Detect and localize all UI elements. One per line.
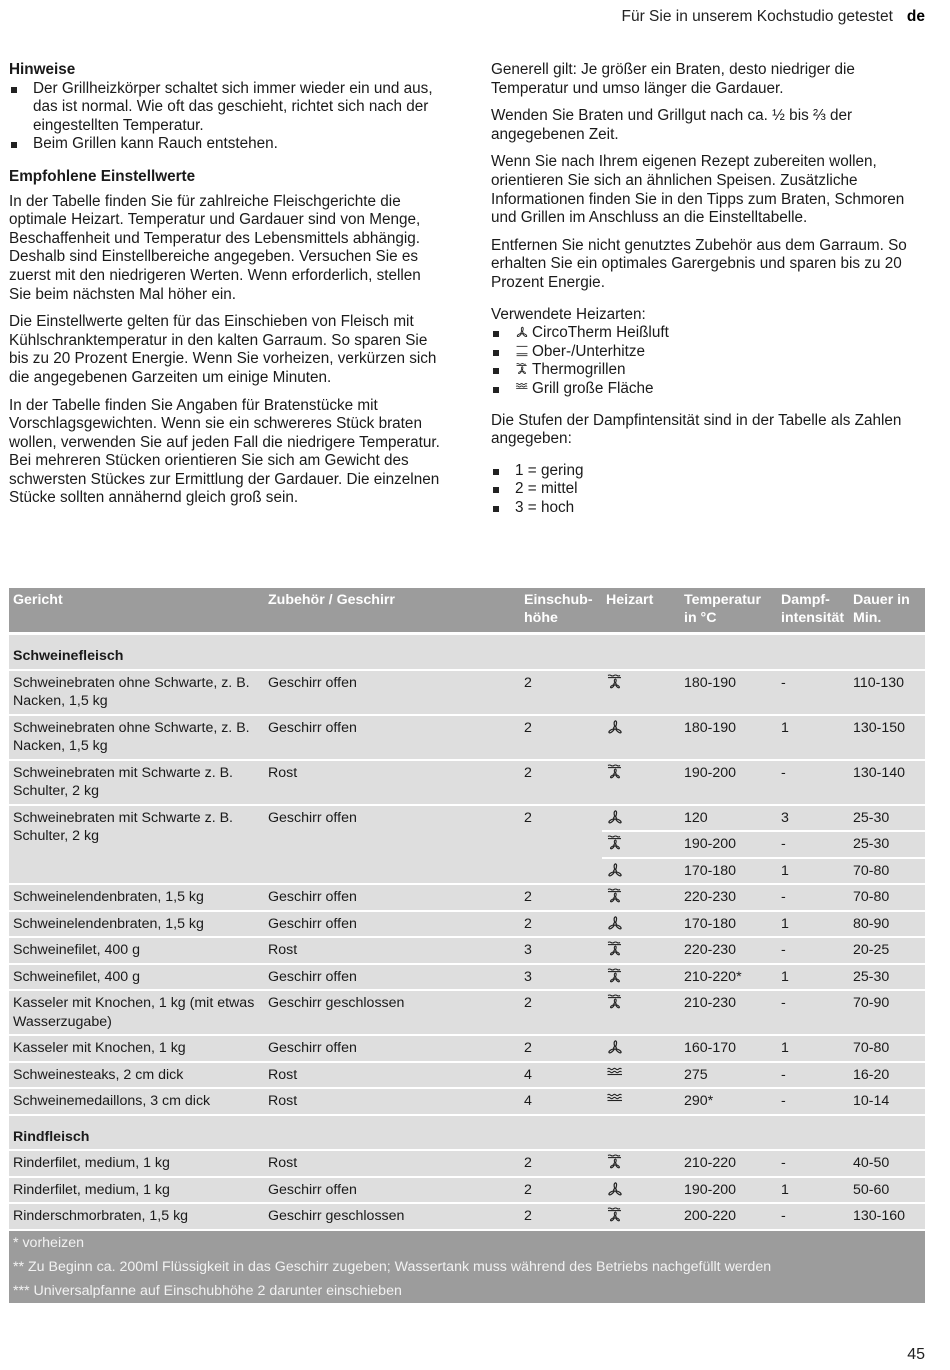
- paragraph: In der Tabelle finden Sie für zahlreiche Fleischgerichte die optimale Heizart. Temperatur und Gardauer sind von Menge, Beschaffenheit und Temperatur des Lebensmittels abhängig. Deshalb sind Einstellbereiche angegeben. Versuchen Sie es zuerst mit den niedrigeren Werten. Wenn erforderlich, stellen Sie beim nächsten Mal höher ein.: [9, 192, 421, 303]
- thermogrillen-icon: [515, 362, 529, 376]
- table-row: [9, 805, 925, 832]
- temperatur-cell: 190-200: [680, 831, 777, 858]
- heizart-cell: [602, 937, 680, 964]
- table-row: [9, 1088, 925, 1115]
- table-row: [9, 1177, 925, 1204]
- einschub-cell: 2: [520, 670, 602, 715]
- gericht-cell: Schweinesteaks, 2 cm dick: [9, 1062, 264, 1089]
- heizart-cell: [602, 884, 680, 911]
- dauer-cell: 70-80: [849, 884, 925, 911]
- einschub-cell: 2: [520, 884, 602, 911]
- temperatur-cell: 210-220*: [680, 964, 777, 991]
- einschub-cell: 2: [520, 911, 602, 938]
- thermogrillen-icon: [606, 1207, 676, 1223]
- temperatur-cell: 170-180: [680, 858, 777, 885]
- zubehoer-cell: Geschirr geschlossen: [264, 990, 520, 1035]
- gericht-cell: Schweinefilet, 400 g: [9, 964, 264, 991]
- temperatur-cell: 180-190: [680, 670, 777, 715]
- column-header: Dampf-intensität: [777, 588, 849, 634]
- dampf-cell: -: [777, 760, 849, 805]
- thermogrillen-icon: [606, 835, 676, 851]
- temperatur-cell: 210-230: [680, 990, 777, 1035]
- einschub-cell: 2: [520, 1177, 602, 1204]
- thermogrillen-icon: [606, 994, 676, 1010]
- dampf-cell: 1: [777, 911, 849, 938]
- temperatur-cell: 220-230: [680, 884, 777, 911]
- table-row: [9, 715, 925, 760]
- gericht-cell: Kasseler mit Knochen, 1 kg (mit etwas Wasserzugabe): [9, 990, 264, 1035]
- table-row: [9, 937, 925, 964]
- running-header: [622, 8, 926, 26]
- grill-icon: [606, 1092, 676, 1108]
- circotherm-icon: [606, 862, 676, 878]
- heizart-cell: [602, 1062, 680, 1089]
- circotherm-icon: [606, 1039, 676, 1055]
- table-row: [9, 990, 925, 1035]
- table-group-row: [9, 1115, 925, 1151]
- list-item: 1 = gering: [491, 462, 926, 481]
- dauer-cell: 25-30: [849, 831, 925, 858]
- dauer-cell: 50-60: [849, 1177, 925, 1204]
- page-number: 45: [907, 1346, 925, 1363]
- heizart-label: Thermogrillen: [532, 361, 626, 379]
- zubehoer-cell: Geschirr offen: [264, 911, 520, 938]
- footnote: ** Zu Beginn ca. 200ml Flüssigkeit in das Geschirr zugeben; Wassertank muss während des Betriebs nachgefüllt werden: [9, 1255, 925, 1279]
- einschub-cell: 3: [520, 964, 602, 991]
- right-column: [491, 61, 926, 526]
- dampf-cell: -: [777, 670, 849, 715]
- heizart-cell: [602, 715, 680, 760]
- dauer-cell: 110-130: [849, 670, 925, 715]
- table-row: [9, 760, 925, 805]
- heizart-item: [491, 324, 926, 343]
- temperatur-cell: 190-200: [680, 1177, 777, 1204]
- zubehoer-cell: Geschirr offen: [264, 1177, 520, 1204]
- grill-gross-icon: [515, 381, 529, 395]
- table-row: [9, 1203, 925, 1230]
- heizart-cell: [602, 964, 680, 991]
- paragraph: Die Einstellwerte gelten für das Einschieben von Fleisch mit Kühlschranktemperatur in den kalten Garraum. So sparen Sie bis zu 20 Prozent Energie. Wenn Sie vorheizen, verkürzen sich die angegebenen Garzeiten um einige Minuten.: [9, 313, 437, 386]
- heizart-cell: [602, 858, 680, 885]
- dampf-cell: -: [777, 1203, 849, 1230]
- einschub-cell: 2: [520, 1203, 602, 1230]
- paragraph: Entfernen Sie nicht genutztes Zubehör aus dem Garraum. So erhalten Sie ein optimales Garergebnis und sparen bis zu 20 Prozent Energie.: [491, 236, 907, 291]
- gericht-cell: Schweinebraten ohne Schwarte, z. B. Nacken, 1,5 kg: [9, 715, 264, 760]
- dauer-cell: 10-14: [849, 1088, 925, 1115]
- zubehoer-cell: Rost: [264, 1088, 520, 1115]
- temperatur-cell: 275: [680, 1062, 777, 1089]
- dampf-cell: -: [777, 831, 849, 858]
- stufen-list: [491, 462, 926, 518]
- group-title: Rindfleisch: [9, 1115, 925, 1151]
- heizarten-list: [491, 324, 926, 398]
- zubehoer-cell: Rost: [264, 760, 520, 805]
- einschub-cell: 2: [520, 990, 602, 1035]
- thermogrillen-icon: [606, 941, 676, 957]
- einschub-cell: 3: [520, 937, 602, 964]
- thermogrillen-icon: [606, 764, 676, 780]
- list-item: Der Grillheizkörper schaltet sich immer wieder ein und aus, das ist normal. Wie oft das geschieht, richtet sich nach der eingestellten Temperatur.: [9, 80, 444, 136]
- dauer-cell: 80-90: [849, 911, 925, 938]
- gericht-cell: Schweinemedaillons, 3 cm dick: [9, 1088, 264, 1115]
- zubehoer-cell: Geschirr offen: [264, 805, 520, 885]
- dauer-cell: 130-160: [849, 1203, 925, 1230]
- group-title: Schweinefleisch: [9, 634, 925, 670]
- gericht-cell: Schweinebraten mit Schwarte z. B. Schulter, 2 kg: [9, 805, 264, 885]
- list-item: 2 = mittel: [491, 480, 926, 499]
- einschub-cell: 2: [520, 1150, 602, 1177]
- gericht-cell: Rinderfilet, medium, 1 kg: [9, 1177, 264, 1204]
- heizart-cell: [602, 1088, 680, 1115]
- column-header: Gericht: [9, 588, 264, 634]
- thermogrillen-icon: [606, 888, 676, 904]
- paragraph: Wenden Sie Braten und Grillgut nach ca. ½ bis ⅔ der angegebenen Zeit.: [491, 107, 853, 143]
- thermogrillen-icon: [606, 968, 676, 984]
- dauer-cell: 130-140: [849, 760, 925, 805]
- temperatur-cell: 120: [680, 805, 777, 832]
- heizart-item: [491, 380, 926, 399]
- zubehoer-cell: Geschirr offen: [264, 670, 520, 715]
- dauer-cell: 20-25: [849, 937, 925, 964]
- dauer-cell: 25-30: [849, 805, 925, 832]
- heizart-cell: [602, 1177, 680, 1204]
- heizart-label: Ober-/Unterhitze: [532, 342, 646, 360]
- einschub-cell: 2: [520, 805, 602, 885]
- dampf-cell: 1: [777, 964, 849, 991]
- heizart-cell: [602, 990, 680, 1035]
- dampf-cell: 3: [777, 805, 849, 832]
- temperatur-cell: 290*: [680, 1088, 777, 1115]
- heizart-label: CircoTherm Heißluft: [532, 324, 669, 342]
- dauer-cell: 130-150: [849, 715, 925, 760]
- dampf-cell: 1: [777, 715, 849, 760]
- settings-table: [9, 588, 925, 1303]
- dampf-cell: 1: [777, 858, 849, 885]
- table-row: [9, 884, 925, 911]
- column-header: Zubehör / Geschirr: [264, 588, 520, 634]
- table-row: [9, 911, 925, 938]
- dampf-cell: -: [777, 1088, 849, 1115]
- dampf-cell: 1: [777, 1177, 849, 1204]
- empfohlene-heading: Empfohlene Einstellwerte: [9, 167, 196, 185]
- header-title: Für Sie in unserem Kochstudio getestet: [621, 8, 893, 25]
- table-group-row: [9, 634, 925, 670]
- heizarten-title: Verwendete Heizarten:: [491, 305, 646, 323]
- ober-unterhitze-icon: [515, 344, 529, 358]
- dauer-cell: 25-30: [849, 964, 925, 991]
- einschub-cell: 4: [520, 1088, 602, 1115]
- dampf-cell: -: [777, 1062, 849, 1089]
- dampf-cell: -: [777, 990, 849, 1035]
- einschub-cell: 2: [520, 715, 602, 760]
- column-header: Einschub-höhe: [520, 588, 602, 634]
- temperatur-cell: 190-200: [680, 760, 777, 805]
- temperatur-cell: 160-170: [680, 1035, 777, 1062]
- zubehoer-cell: Geschirr geschlossen: [264, 1203, 520, 1230]
- dauer-cell: 70-80: [849, 858, 925, 885]
- circotherm-icon: [606, 1181, 676, 1197]
- gericht-cell: Rinderschmorbraten, 1,5 kg: [9, 1203, 264, 1230]
- dauer-cell: 70-80: [849, 1035, 925, 1062]
- left-column: [9, 61, 444, 517]
- thermogrillen-icon: [606, 1154, 676, 1170]
- temperatur-cell: 180-190: [680, 715, 777, 760]
- thermogrillen-icon: [606, 674, 676, 690]
- zubehoer-cell: Geschirr offen: [264, 964, 520, 991]
- list-item: 3 = hoch: [491, 499, 926, 518]
- column-header: Heizart: [602, 588, 680, 634]
- temperatur-cell: 200-220: [680, 1203, 777, 1230]
- gericht-cell: Schweinelendenbraten, 1,5 kg: [9, 911, 264, 938]
- heizart-label: Grill große Fläche: [532, 379, 654, 397]
- footnote: * vorheizen: [9, 1230, 925, 1255]
- hinweise-heading: Hinweise: [9, 61, 76, 78]
- column-header: Dauer in Min.: [849, 588, 925, 634]
- heizart-cell: [602, 1150, 680, 1177]
- einschub-cell: 2: [520, 1035, 602, 1062]
- table-header-row: [9, 588, 925, 634]
- dampf-cell: -: [777, 937, 849, 964]
- footnote-row: [9, 1255, 925, 1279]
- circotherm-icon: [515, 325, 529, 339]
- gericht-cell: Schweinelendenbraten, 1,5 kg: [9, 884, 264, 911]
- circotherm-icon: [606, 719, 676, 735]
- heizart-cell: [602, 831, 680, 858]
- heizart-cell: [602, 1203, 680, 1230]
- heizart-cell: [602, 670, 680, 715]
- zubehoer-cell: Rost: [264, 1062, 520, 1089]
- gericht-cell: Schweinebraten ohne Schwarte, z. B. Nacken, 1,5 kg: [9, 670, 264, 715]
- heizart-item: [491, 361, 926, 380]
- table-row: [9, 1062, 925, 1089]
- dauer-cell: 16-20: [849, 1062, 925, 1089]
- hinweise-list: [9, 80, 444, 154]
- heizart-cell: [602, 1035, 680, 1062]
- temperatur-cell: 220-230: [680, 937, 777, 964]
- zubehoer-cell: Geschirr offen: [264, 715, 520, 760]
- grill-icon: [606, 1066, 676, 1082]
- stufen-intro: Die Stufen der Dampfintensität sind in der Tabelle als Zahlen angegeben:: [491, 411, 902, 448]
- heizart-cell: [602, 760, 680, 805]
- language-tag: de: [906, 8, 925, 25]
- gericht-cell: Schweinebraten mit Schwarte z. B. Schulter, 2 kg: [9, 760, 264, 805]
- dampf-cell: 1: [777, 1035, 849, 1062]
- table-row: [9, 1150, 925, 1177]
- heizart-cell: [602, 805, 680, 832]
- circotherm-icon: [606, 915, 676, 931]
- paragraph: Generell gilt: Je größer ein Braten, desto niedriger die Temperatur und umso länger die Gardauer.: [491, 61, 855, 97]
- zubehoer-cell: Rost: [264, 1150, 520, 1177]
- gericht-cell: Kasseler mit Knochen, 1 kg: [9, 1035, 264, 1062]
- circotherm-icon: [606, 809, 676, 825]
- heizart-cell: [602, 911, 680, 938]
- einschub-cell: 4: [520, 1062, 602, 1089]
- zubehoer-cell: Geschirr offen: [264, 1035, 520, 1062]
- footnote-row: [9, 1230, 925, 1255]
- dampf-cell: -: [777, 884, 849, 911]
- dampf-cell: -: [777, 1150, 849, 1177]
- table-row: [9, 964, 925, 991]
- dauer-cell: 70-90: [849, 990, 925, 1035]
- table-row: [9, 1035, 925, 1062]
- paragraph: Wenn Sie nach Ihrem eigenen Rezept zubereiten wollen, orientieren Sie sich an ähnlichen Speisen. Zusätzliche Informationen finden Sie in den Tipps zum Braten, Schmoren und Grillen im Anschluss an die Einstelltabelle.: [491, 153, 905, 227]
- footnote-row: [9, 1279, 925, 1303]
- gericht-cell: Schweinefilet, 400 g: [9, 937, 264, 964]
- temperatur-cell: 210-220: [680, 1150, 777, 1177]
- table-row: [9, 670, 925, 715]
- heizart-item: [491, 343, 926, 362]
- dauer-cell: 40-50: [849, 1150, 925, 1177]
- zubehoer-cell: Rost: [264, 937, 520, 964]
- column-header: Temperatur in °C: [680, 588, 777, 634]
- list-item: Beim Grillen kann Rauch entstehen.: [9, 135, 444, 154]
- paragraph: In der Tabelle finden Sie Angaben für Bratenstücke mit Vorschlagsgewichten. Wenn sie ein schwereres Stück braten wollen, verwenden Sie auf jeden Fall die niedrigere Temperatur. Bei mehreren Stücken orientieren Sie sich am Gewicht des schwersten Stückes zur Ermittlung der Gardauer. Die einzelnen Stücke sollten annähernd gleich groß sein.: [9, 396, 440, 507]
- footnote: *** Universalpfanne auf Einschubhöhe 2 darunter einschieben: [9, 1279, 925, 1303]
- zubehoer-cell: Geschirr offen: [264, 884, 520, 911]
- einschub-cell: 2: [520, 760, 602, 805]
- gericht-cell: Rinderfilet, medium, 1 kg: [9, 1150, 264, 1177]
- temperatur-cell: 170-180: [680, 911, 777, 938]
